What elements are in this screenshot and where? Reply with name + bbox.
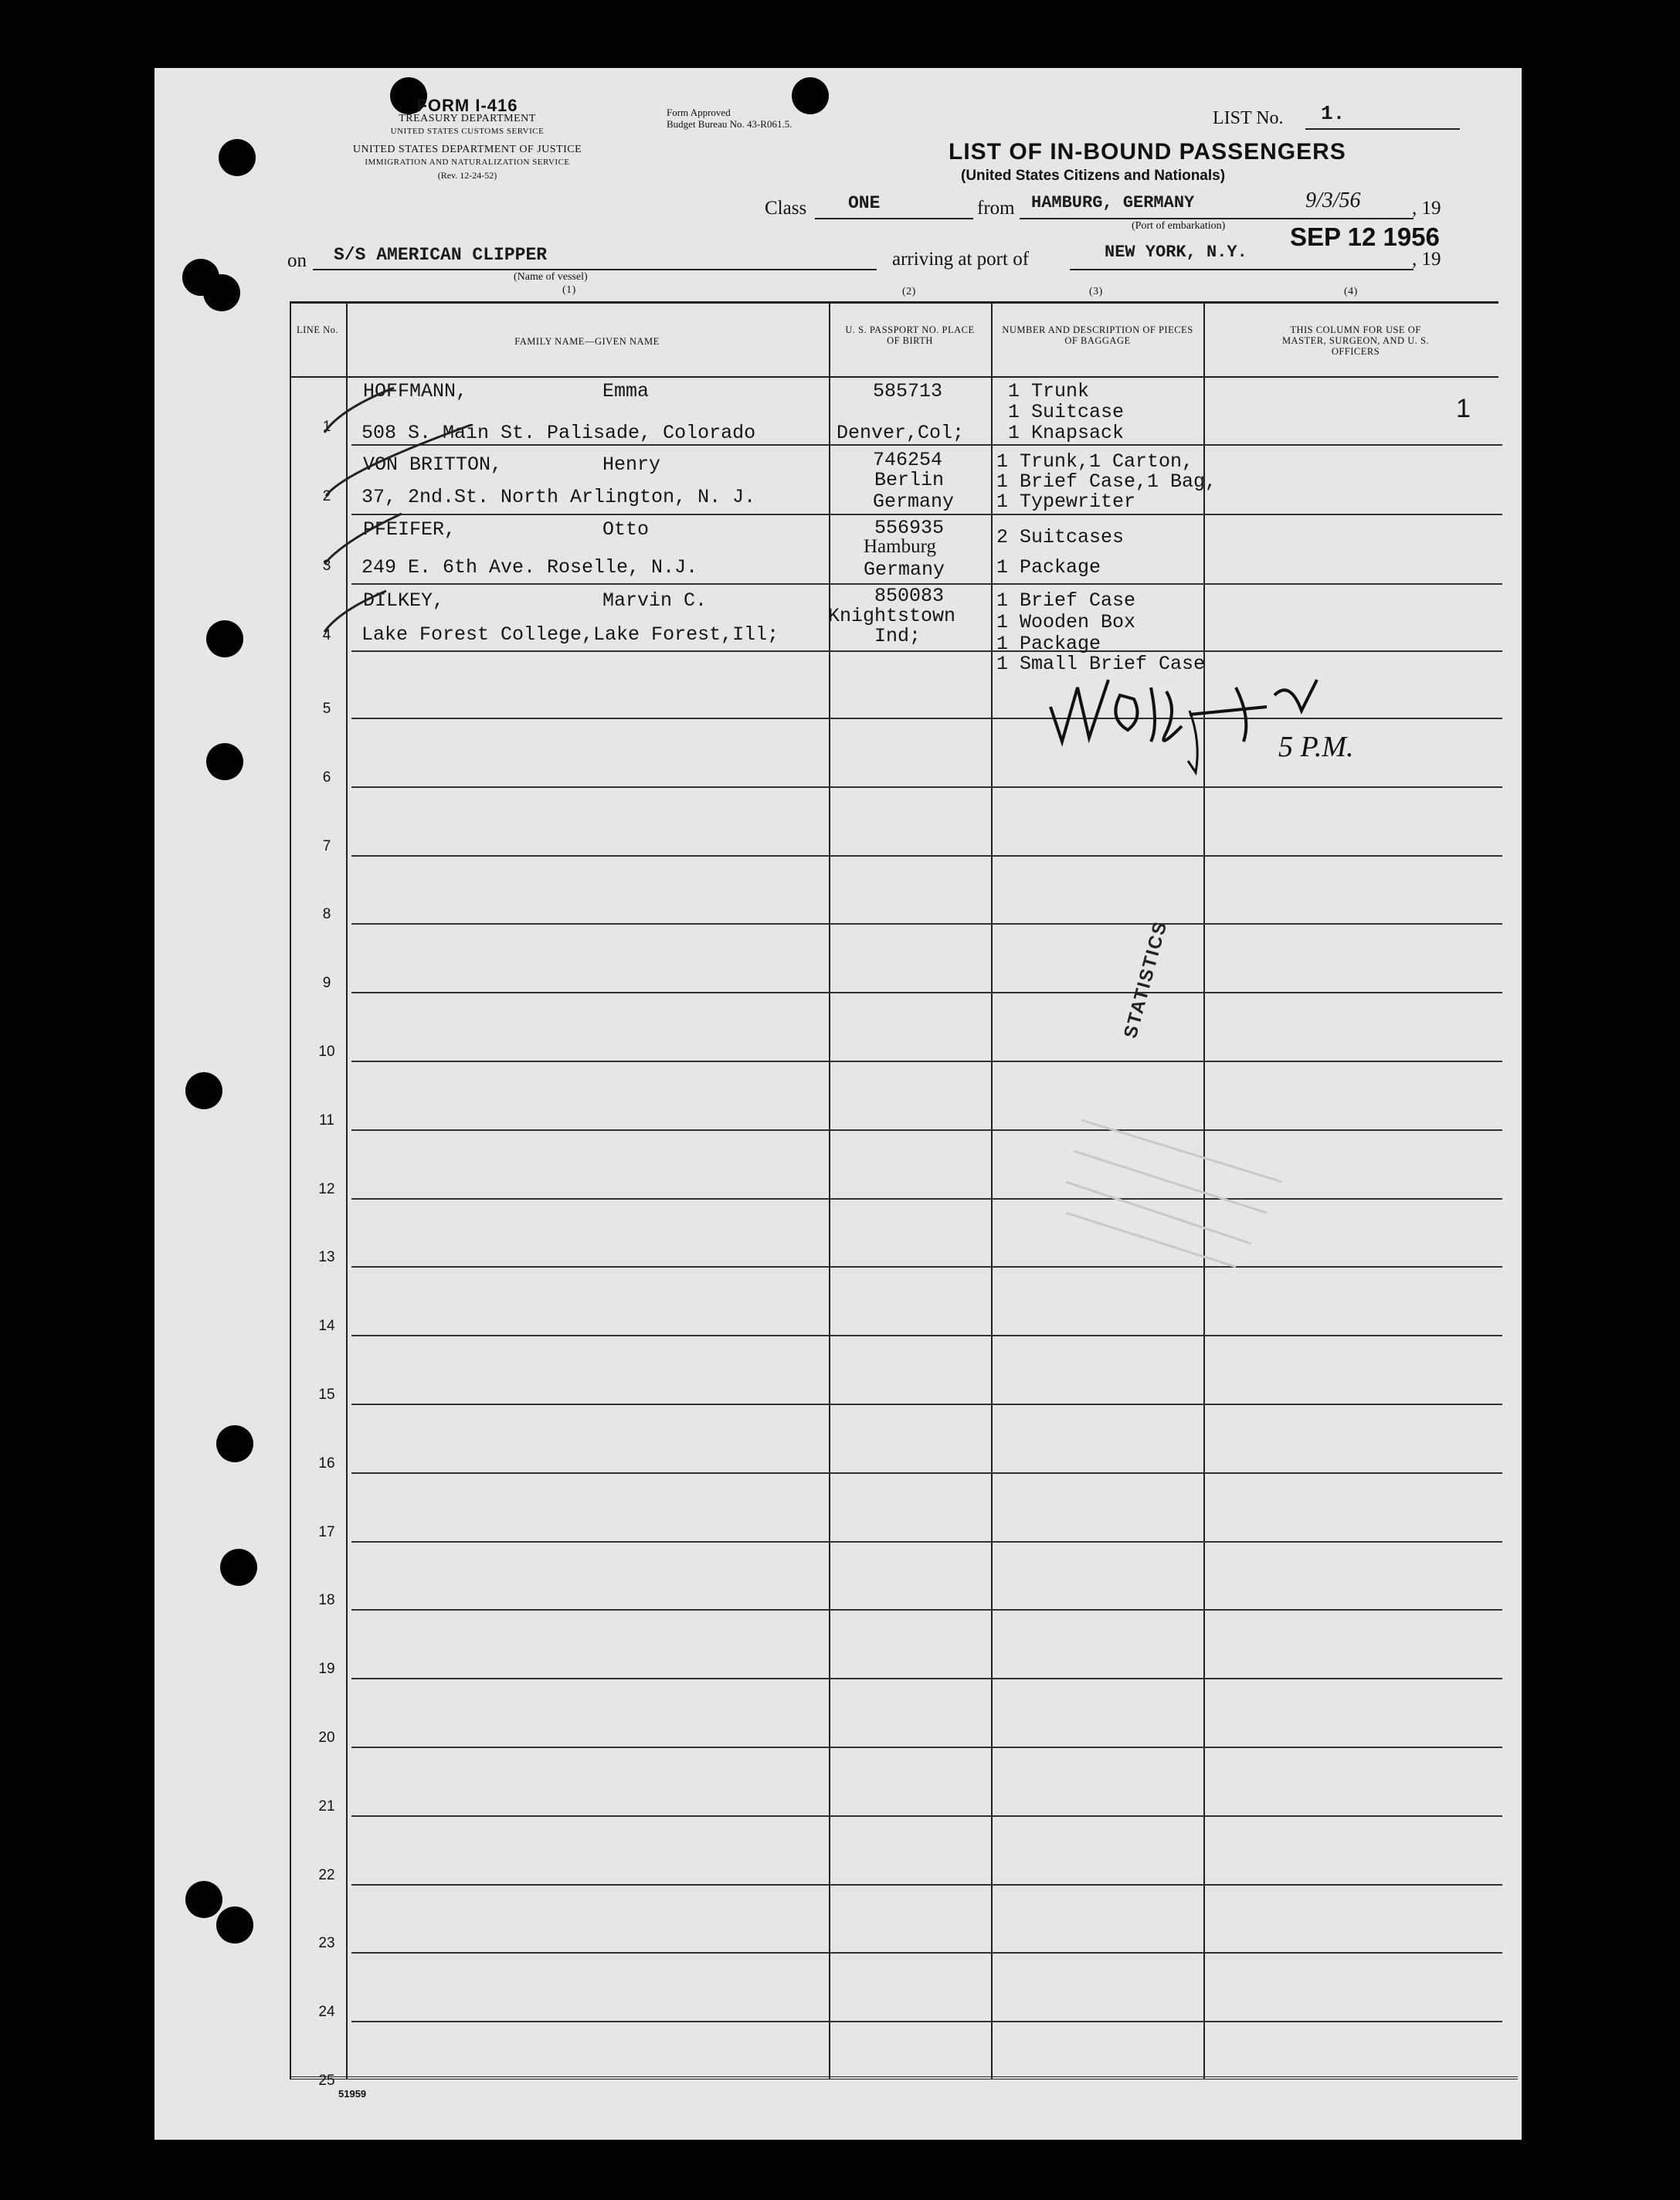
from-value: HAMBURG, GERMANY	[1031, 193, 1195, 212]
entry-1-given: Emma	[602, 380, 650, 402]
list-no-underline	[1305, 128, 1460, 130]
row-line	[351, 1609, 1502, 1611]
line-number: 24	[318, 2004, 335, 2020]
class-value: ONE	[848, 193, 881, 213]
line-number: 13	[318, 1249, 335, 1265]
vessel-label: (Name of vessel)	[514, 271, 588, 283]
entry-4-family: DILKEY,	[363, 589, 445, 612]
punch-hole	[792, 77, 829, 114]
entry-1-passport: 585713	[873, 380, 943, 402]
signature-time: 5 P.M.	[1278, 731, 1354, 763]
line-number: 15	[318, 1387, 335, 1403]
page-title: LIST OF IN-BOUND PASSENGERS	[949, 139, 1346, 165]
header-bottom-border	[290, 376, 1498, 378]
row-line	[351, 1678, 1502, 1679]
line-number: 18	[318, 1592, 335, 1608]
punch-hole	[185, 1072, 222, 1109]
entry-2-bag-1: 1 Trunk,1 Carton,	[996, 450, 1194, 473]
entry-1-birth: Denver,Col;	[837, 422, 965, 444]
table-bottom-border	[290, 2076, 1518, 2079]
line-number: 14	[318, 1318, 335, 1334]
punch-hole	[216, 1425, 253, 1462]
entry-2-birth-2: Germany	[873, 491, 955, 513]
entry-2-passport: 746254	[873, 449, 943, 471]
entry-3-bag-1: 2 Suitcases	[996, 526, 1125, 548]
embark-date: 9/3/56	[1305, 188, 1361, 212]
check-marks	[309, 379, 494, 641]
punch-hole	[216, 1906, 253, 1944]
col-num-2: (2)	[902, 286, 916, 297]
entry-1-bag-1: 1 Trunk	[1008, 380, 1090, 402]
faded-stamp	[1050, 1097, 1329, 1282]
budget-block	[667, 107, 792, 130]
vessel-name: S/S AMERICAN CLIPPER	[334, 245, 548, 265]
form-approved: Form Approved	[667, 107, 731, 118]
col-num-1: (1)	[562, 284, 576, 296]
entry-3-passport: 556935	[874, 517, 945, 539]
entry-1-bag-3: 1 Knapsack	[1008, 422, 1125, 444]
row-line	[351, 1335, 1502, 1336]
entry-3-birth-2: Germany	[864, 558, 945, 581]
form-agency-block	[294, 96, 641, 182]
col-head-passport: U. S. PASSPORT NO. PLACE OF BIRTH	[845, 324, 975, 346]
row-line	[351, 1952, 1502, 1954]
ins-label: IMMIGRATION AND NATURALIZATION SERVICE	[365, 158, 570, 167]
entry-3-address: 249 E. 6th Ave. Roselle, N.J.	[361, 556, 698, 579]
doj-label: UNITED STATES DEPARTMENT OF JUSTICE	[352, 144, 582, 155]
entry-4-bag-2: 1 Wooden Box	[996, 611, 1136, 633]
row-line	[351, 1884, 1502, 1886]
col-num-3: (3)	[1089, 286, 1103, 297]
entry-4-bag-4: 1 Small Brief Case	[996, 653, 1206, 675]
arrival-underline	[1070, 269, 1414, 270]
row-line	[351, 444, 1502, 446]
entry-3-birth-1: Hamburg	[864, 536, 936, 557]
line-number: 9	[322, 975, 331, 991]
line-number: 17	[318, 1524, 335, 1540]
entry-3-given: Otto	[602, 518, 650, 541]
list-no-label: LIST No.	[1213, 108, 1284, 128]
entry-1-bag-2: 1 Suitcase	[1008, 401, 1125, 423]
row-line	[351, 1747, 1502, 1748]
year-suffix-1: , 19	[1412, 198, 1441, 219]
arriving-label: arriving at port of	[892, 249, 1030, 270]
line-number: 6	[322, 769, 331, 786]
row-line	[351, 514, 1502, 515]
customs-service: UNITED STATES CUSTOMS SERVICE	[390, 127, 545, 136]
punch-hole	[206, 743, 243, 780]
entry-3-bag-2: 1 Package	[996, 556, 1101, 579]
line-number: 1	[322, 419, 331, 435]
treasury-dept: TREASURY DEPARTMENT	[399, 113, 536, 124]
row-line	[351, 1404, 1502, 1405]
row-line	[351, 650, 1502, 652]
punch-hole	[206, 620, 243, 657]
line-number: 4	[322, 627, 331, 643]
line-number: 11	[319, 1112, 334, 1129]
line-number: 10	[318, 1044, 335, 1060]
col-head-officers: THIS COLUMN FOR USE OF MASTER, SURGEON, AND U. S. OFFICERS	[1281, 324, 1430, 357]
entry-4-given: Marvin C.	[602, 589, 708, 612]
year-suffix-2: , 19	[1412, 249, 1441, 270]
list-no-value: 1.	[1321, 102, 1346, 125]
arrival-date-stamp: SEP 12 1956	[1290, 222, 1440, 251]
name-divider	[829, 303, 830, 2079]
punch-hole	[185, 1881, 222, 1918]
line-number: 5	[322, 701, 331, 717]
row-line	[351, 923, 1502, 925]
from-label: from	[977, 198, 1015, 219]
row-line	[351, 1266, 1502, 1268]
arrival-port: NEW YORK, N.Y.	[1105, 243, 1247, 262]
line-number: 20	[318, 1730, 335, 1746]
entry-2-bag-3: 1 Typewriter	[996, 491, 1136, 513]
entry-4-birth-2: Ind;	[874, 625, 921, 647]
entry-4-birth-1: Knightstown	[828, 605, 956, 627]
port-embark-label: (Port of embarkation)	[1132, 220, 1226, 232]
footer-code: 51959	[338, 2088, 367, 2100]
row-line	[351, 992, 1502, 993]
entry-2-given: Henry	[602, 453, 661, 476]
entry-1-address: 508 S. Main St. Palisade, Colorado	[361, 422, 756, 444]
class-underline	[815, 218, 973, 219]
line-number: 21	[318, 1798, 335, 1815]
col-num-4: (4)	[1344, 286, 1358, 297]
punch-hole	[220, 1549, 257, 1586]
row-line	[351, 1198, 1502, 1200]
entry-3-family: PFEIFER,	[363, 518, 456, 541]
col-head-baggage: NUMBER AND DESCRIPTION OF PIECES OF BAGGAGE	[1002, 324, 1193, 346]
entry-2-birth-1: Berlin	[874, 469, 945, 491]
row-line	[351, 2021, 1502, 2022]
entry-1-officer-note: 1	[1456, 394, 1471, 423]
line-number: 7	[322, 838, 331, 854]
col-head-line-no: LINE No.	[297, 324, 338, 335]
col-head-name: FAMILY NAME—GIVEN NAME	[514, 336, 660, 347]
rev-label: (Rev. 12-24-52)	[437, 170, 497, 181]
vessel-underline	[313, 269, 877, 270]
entry-2-family: VON BRITTON,	[363, 453, 503, 476]
table-top-border	[290, 301, 1498, 304]
page-subtitle: (United States Citizens and Nationals)	[961, 168, 1226, 184]
line-number: 19	[318, 1661, 335, 1677]
line-number: 25	[318, 2073, 335, 2089]
passport-divider	[991, 303, 993, 2079]
row-line	[351, 1129, 1502, 1131]
on-label: on	[287, 250, 307, 271]
row-line	[351, 1815, 1502, 1817]
line-number: 12	[318, 1181, 335, 1197]
row-line	[351, 855, 1502, 857]
entry-1-family: HOFFMANN,	[363, 380, 468, 402]
statistics-stamp: STATISTICS	[1120, 918, 1172, 1041]
line-number: 16	[318, 1455, 335, 1472]
inspector-signature	[1035, 664, 1437, 788]
class-label: Class	[765, 198, 807, 219]
table-left-border	[290, 303, 291, 2079]
entry-4-bag-3: 1 Package	[996, 633, 1101, 655]
from-underline	[1020, 218, 1414, 219]
entry-4-bag-1: 1 Brief Case	[996, 589, 1136, 612]
row-line	[351, 1472, 1502, 1474]
punch-hole	[203, 274, 240, 311]
line-number: 8	[322, 906, 331, 922]
entry-4-passport: 850083	[874, 585, 945, 607]
form-number: FORM I-416	[416, 96, 518, 115]
line-number: 23	[318, 1935, 335, 1951]
entry-2-address: 37, 2nd.St. North Arlington, N. J.	[361, 486, 756, 508]
entry-2-bag-2: 1 Brief Case,1 Bag,	[996, 470, 1217, 493]
entry-4-address: Lake Forest College,Lake Forest,Ill;	[361, 623, 779, 646]
row-line	[351, 1061, 1502, 1062]
punch-hole	[219, 139, 256, 176]
line-number: 2	[322, 488, 331, 504]
row-line	[351, 1541, 1502, 1543]
line-number: 3	[322, 558, 331, 574]
budget-bureau: Budget Bureau No. 43-R061.5.	[667, 118, 792, 130]
line-number: 22	[318, 1867, 335, 1883]
